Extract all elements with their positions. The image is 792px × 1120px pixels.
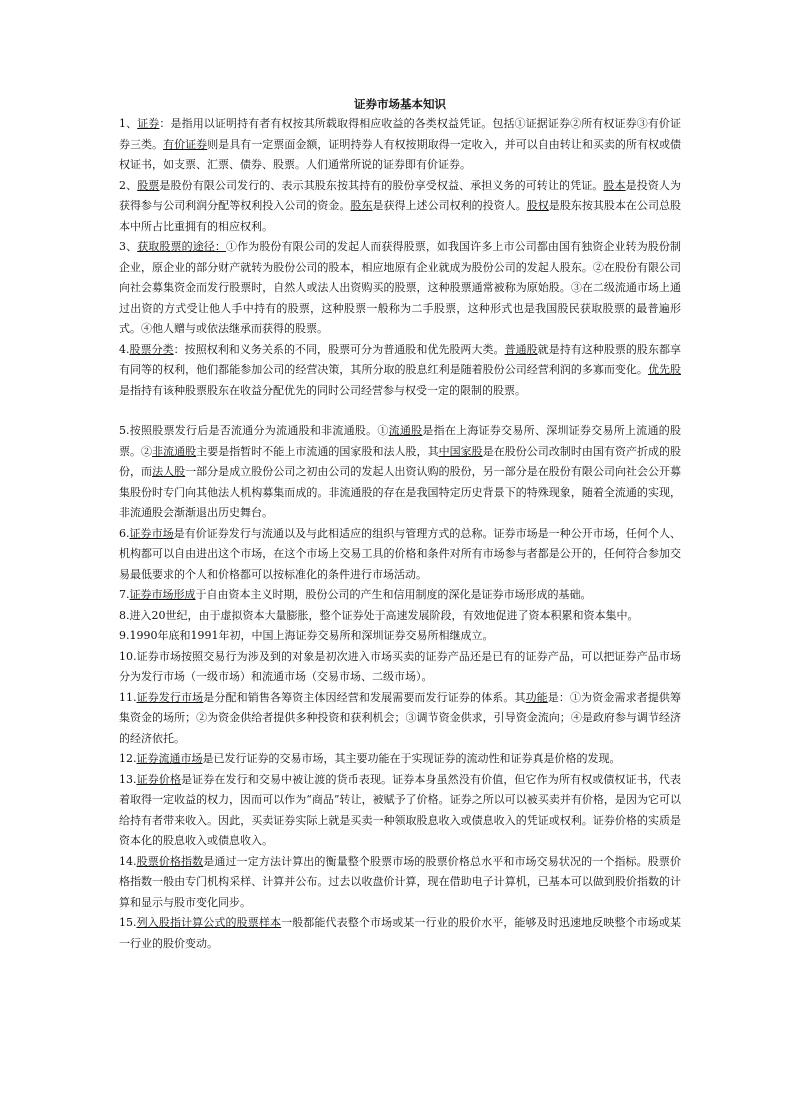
key-term: 优先股 <box>647 363 682 376</box>
paragraph-text: 主要是指暂时不能上市流通的国家股和法人股，其 <box>196 444 439 458</box>
key-term: 普通股 <box>504 342 538 356</box>
paragraph-text: 是股东按其股本在公司总股本中所占比重拥有的相应权利。 <box>119 199 682 233</box>
key-term: 有价证券 <box>163 137 208 151</box>
key-term: 法人股 <box>152 465 186 478</box>
paragraph-text: 是在股份公司改制时由国有资产折成的股份，而 <box>119 444 682 478</box>
key-term: 股票分类 <box>129 342 174 356</box>
document-page <box>119 96 681 954</box>
paragraph-text: 15. <box>119 916 137 929</box>
paragraph <box>119 114 681 176</box>
key-term: 证券市场形成 <box>129 588 196 601</box>
paragraph-text: 4. <box>119 342 130 356</box>
paragraph-text: 一般都能代表整个市场或某一行业的股价水平，能够及时迅速地反映整个市场或某一行业的股价变动。 <box>119 916 682 950</box>
paragraph-text: 13. <box>119 772 137 786</box>
paragraph <box>119 770 681 852</box>
paragraph <box>119 688 681 750</box>
paragraph-text: 是已发行证券的交易市场，其主要功能在于实现证券的流动性和证券真是价格的发现。 <box>202 752 621 765</box>
document-title: 证券市场基本知识 <box>354 97 446 111</box>
paragraph-text: ①作为股份有限公司的发起人而获得股票，如我国许多上市公司都由国有独资企业转为股份制企业，原企业的部分财产就转为股份公司的股本，相应地原有企业就成为股份公司的发起人股东。②在股份有限公司向社会募集资金而发行股票时，自然人或法人出资购买的股票，这种股票通常被称为原始股。③在二级流通市场上通过出资的方式受让他人手中持有的股票，这种股票一般称为二手股票，这种形式也是我国股民获取股票的最普遍形式。④他人赠与或依法继承而获得的股票。 <box>119 240 682 335</box>
paragraph-text: 是股份有限公司发行的、表示其股东按其持有的股份享受权益、承担义务的可转让的凭证。 <box>159 178 604 192</box>
paragraph-text: 2、 <box>119 178 138 192</box>
paragraph <box>119 852 681 914</box>
paragraph-gap <box>119 401 681 421</box>
key-term: 证券市场 <box>129 526 174 540</box>
paragraph <box>119 340 681 402</box>
paragraph <box>119 585 681 606</box>
paragraph-text: 则是具有一定票面金额，证明持券人有权按期取得一定收入，并可以自由转让和买卖的所有权或债权证书，如支票、汇票、债券、股票。人们通常所说的证券即有价证券。 <box>119 137 682 171</box>
paragraph <box>119 237 681 340</box>
paragraph <box>119 647 681 688</box>
paragraph-text: 是获得上述公司权利的投资人。 <box>372 199 527 212</box>
paragraph <box>119 913 681 954</box>
paragraph-text: 是指持有该种股票股东在收益分配优先的同时公司经营参与权受一定的限制的股票。 <box>119 383 526 397</box>
paragraph-text: 一部分是成立股份公司之初由公司的发起人出资认购的股份，另一部分是在股份有限公司向社会公开募集股份时专门向其他法人机构募集而成的。非流通股的存在是我国特定历史背景下的特殊现象，随着全流通的实现，非流通股会渐渐退出历史舞台。 <box>119 465 682 519</box>
key-term: 股本 <box>603 178 626 192</box>
paragraph-text: 是证券在发行和交易中被让渡的货币表现。证券本身虽然没有价值，但它作为所有权或债权证书，代表着取得一定收益的权力，因而可以作为“商品”转让，被赋予了价格。证券之所以可以被买卖并有价格，是因为它可以给持有者带来收入。因此，买卖证券实际上就是买卖一种领取股息收入或债息收入的凭证或权利。证券价格的实质是资本化的股息收入或债息收入。 <box>119 772 681 847</box>
paragraph-text: 是投资人为获得参与公司利润分配等权利投入公司的资金。 <box>119 178 682 212</box>
key-term: 证券 <box>137 117 160 130</box>
paragraph-text: 14. <box>119 854 137 868</box>
key-term: 股权 <box>526 199 549 212</box>
paragraph-text: 11. <box>119 690 137 704</box>
paragraph-text: 就是持有这种股票的股东都享有同等的权利，他们都能参加公司的经营决策，其所分取的股息红利是随着股份公司经营利润的多寡而变化。 <box>119 342 682 376</box>
document-body <box>119 114 681 954</box>
key-term: 股东 <box>350 199 373 212</box>
paragraph-text: 12. <box>119 752 137 765</box>
paragraph-text: 5.按照股票发行后是否流通分为流通股和非流通股。① <box>119 424 389 437</box>
paragraph-text: 1、 <box>119 117 138 130</box>
paragraph-text: 于自由资本主义时期，股份公司的产生和信用制度的深化是证券市场形成的基础。 <box>195 588 592 601</box>
key-term: 非流通股 <box>152 444 197 458</box>
key-term: 证券发行市场 <box>136 690 204 704</box>
paragraph-text: 是有价证券发行与流通以及与此相适应的组织与管理方式的总称。证券市场是一种公开市场，任何个人、机构都可以自由进出这个市场，在这个市场上交易工具的价格和条件对所有市场参与者都是公开的，任何符合参加交易最低要求的个人和价格都可以按标准化的条件进行市场活动。 <box>119 526 682 581</box>
paragraph-text: 是指在上海证券交易所、深圳证券交易所上流通的股票。② <box>119 424 682 458</box>
paragraph <box>119 749 681 770</box>
paragraph-text: 是：①为资金需求者提供筹集资金的场所；②为资金供给者提供多种投资和获利机会；③调节资金供求，引导资金流向；④是政府参与调节经济的经济依托。 <box>119 690 682 745</box>
key-term: 中国家股 <box>438 444 483 458</box>
paragraph-text: 6. <box>119 526 130 540</box>
paragraph-text: ：按照权利和义务关系的不同，股票可分为普通股和优先股两大类。 <box>173 342 505 356</box>
paragraph <box>119 606 681 627</box>
key-term: 获取股票的途径： <box>137 240 227 253</box>
paragraph-text: 是分配和销售各筹资主体因经营和发展需要而发行证券的体系。其 <box>203 690 526 704</box>
paragraph <box>119 421 681 524</box>
paragraph-text: ：是指用以证明持有者有权按其所载取得相应收益的各类权益凭证。包括①证据证券②所有权证券③有价证券三类。 <box>119 117 682 151</box>
paragraph <box>119 176 681 238</box>
paragraph-text: 3、 <box>119 240 138 253</box>
paragraph <box>119 626 681 647</box>
key-term: 流通股 <box>388 424 423 437</box>
paragraph-text: 9.1990年底和1991年初，中国上海证券交易所和深圳证券交易所相继成立。 <box>119 629 494 642</box>
key-term: 股票 <box>137 178 160 192</box>
key-term: 列入股指计算公式的股票样本 <box>136 916 282 929</box>
paragraph-text: 8.进入20世纪，由于虚拟资本大量膨胀，整个证券处于高速发展阶段，有效地促进了资本积累和资本集中。 <box>119 608 639 622</box>
key-term: 证券价格 <box>136 772 182 786</box>
key-term: 股票价格指数 <box>136 854 204 868</box>
paragraph-text: 7. <box>119 588 130 601</box>
key-term: 证券流通市场 <box>136 752 203 765</box>
paragraph <box>119 524 681 586</box>
key-term: 功能 <box>525 690 548 704</box>
paragraph-text: 10.证券市场按照交易行为涉及到的对象是初次进入市场买卖的证券产品还是已有的证券产品，可以把证券产品市场分为发行市场（一级市场）和流通市场（交易市场、二级市场）。 <box>119 649 681 683</box>
paragraph-text: 是通过一定方法计算出的衡量整个股票市场的股票价格总水平和市场交易状况的一个指标。股票价格指数一般由专门机构采样、计算并公布。过去以收盘价计算，现在借助电子计算机，已基本可以做到股价指数的计算和显示与股市变化同步。 <box>119 854 682 909</box>
